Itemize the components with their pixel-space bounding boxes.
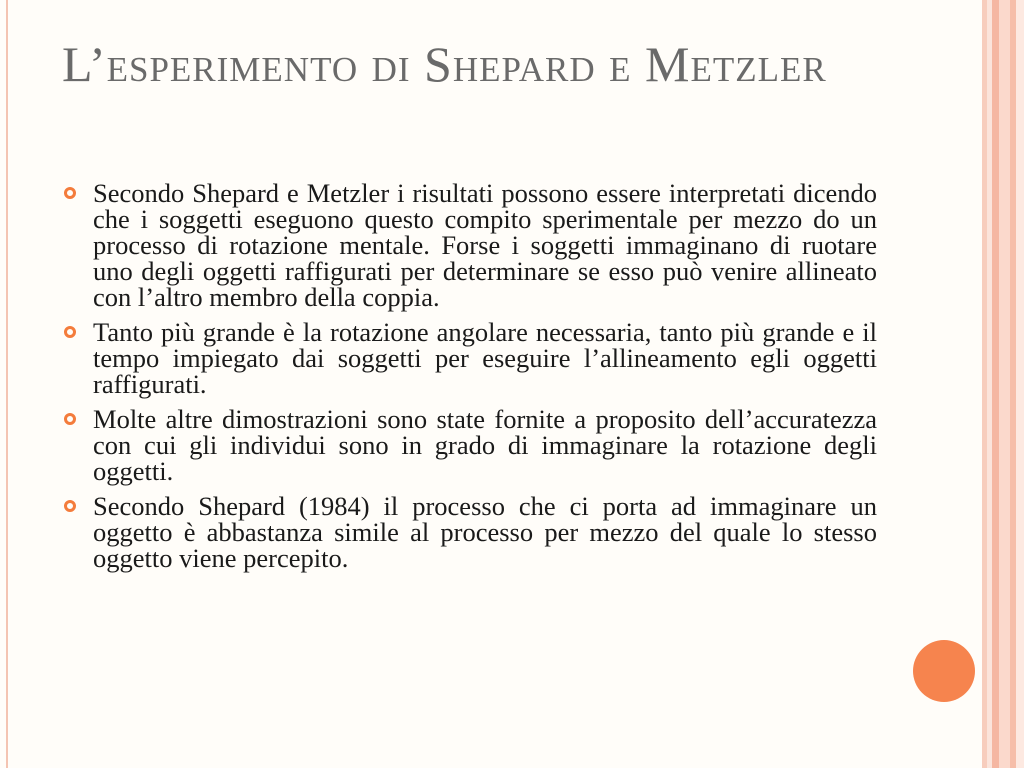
bullet-text: Secondo Shepard e Metzler i risultati possono essere interpretati dicendo che i soggetti eseguono questo compito sperimentale per mezzo do un processo di rotazione mentale. Forse i soggetti immaginano di ruotare uno degli oggetti raffigurati per determinare se esso può venire allineato con l’altro membro della coppia. bbox=[93, 178, 877, 312]
bullet-list bbox=[62, 180, 877, 580]
bullet-item bbox=[62, 319, 877, 397]
bullet-icon bbox=[64, 413, 76, 425]
right-stripe bbox=[992, 0, 999, 768]
slide-title: L’esperimento di Shepard e Metzler bbox=[62, 36, 827, 92]
bullet-item bbox=[62, 180, 877, 310]
bullet-item bbox=[62, 406, 877, 484]
bullet-text: Secondo Shepard (1984) il processo che ci porta ad immaginare un oggetto è abbastanza simile al processo per mezzo del quale lo stesso oggetto viene percepito. bbox=[93, 491, 877, 573]
bullet-item bbox=[62, 493, 877, 571]
bullet-text: Molte altre dimostrazioni sono state fornite a proposito dell’accuratezza con cui gli individui sono in grado di immaginare la rotazione degli oggetti. bbox=[93, 404, 877, 486]
right-stripe bbox=[999, 0, 1010, 768]
bullet-text: Tanto più grande è la rotazione angolare necessaria, tanto più grande e il tempo impiegato dai soggetti per eseguire l’allineamento egli oggetti raffigurati. bbox=[93, 317, 877, 399]
bullet-icon bbox=[64, 326, 76, 338]
bullet-icon bbox=[64, 187, 76, 199]
right-stripe bbox=[1016, 0, 1024, 768]
left-border-line bbox=[6, 0, 8, 768]
bullet-icon bbox=[64, 500, 76, 512]
decorative-circle bbox=[913, 640, 975, 702]
